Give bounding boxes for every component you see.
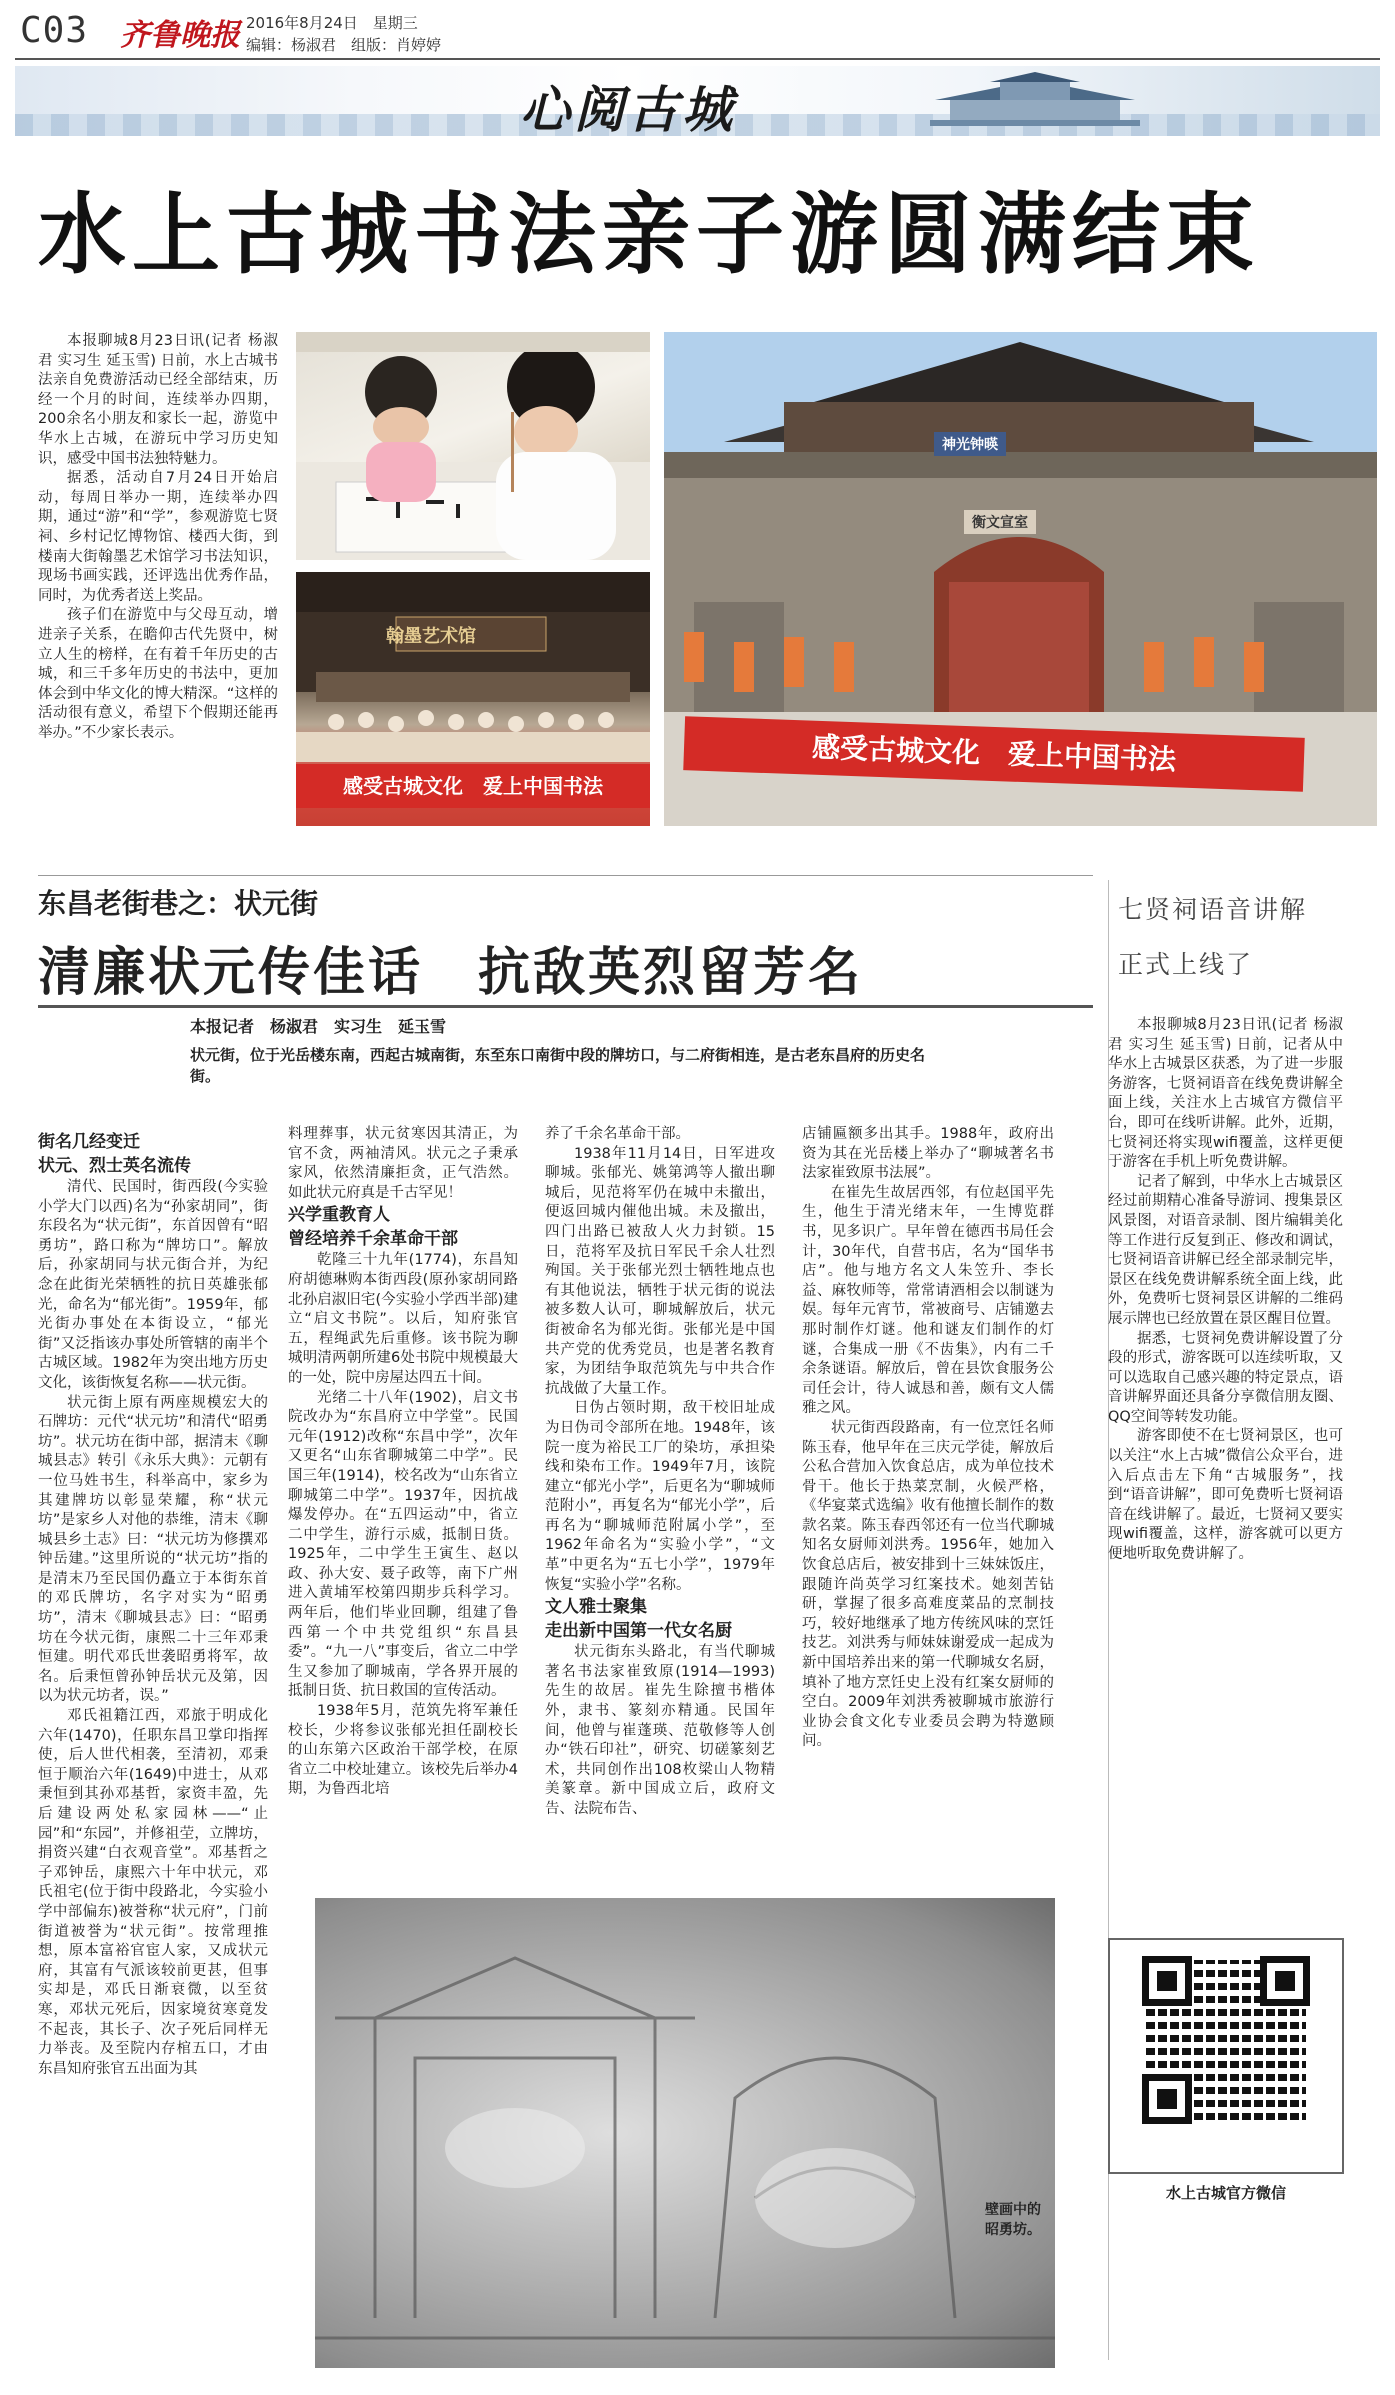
subhead: 走出新中国第一代女名厨 — [545, 1621, 732, 1642]
relief-carving — [315, 1898, 1055, 2368]
subhead: 兴学重教育人 — [288, 1205, 390, 1226]
qr-finder — [1142, 2074, 1192, 2124]
subhead: 街名几经变迁 — [38, 1132, 140, 1152]
photo2-red-banner: 感受古城文化 爱上中国书法 — [296, 764, 650, 808]
article-title: 清廉状元传佳话 抗敌英烈留芳名 — [38, 943, 864, 1003]
page-number: C03 — [20, 10, 89, 51]
article-paragraph: 料理葬事，状元贫寒因其清正，为官不贪，两袖清风。状元之子秉承家风，依然清廉拒贪，正气浩然。如此状元府真是千古罕见！ — [288, 1126, 518, 1201]
article-paragraph: 养了千余名革命干部。 — [545, 1126, 690, 1142]
calligraphy-scene — [296, 332, 650, 560]
gate-sign: 衡文宣室 — [964, 510, 1036, 534]
sidebar-article — [1108, 1016, 1343, 1565]
sidebar-paragraph: 记者了解到，中华水上古城景区经过前期精心准备导游词、搜集景区风景图，对语音录制、图片编辑美化等工作进行反复到正、修改和调试，七贤祠语音讲解已经全部录制完毕，景区在线免费讲解系统全面上线，此外，免费听七贤祠景区讲解的二维码展示牌也已经放置在景区醒目位置。 — [1108, 1173, 1343, 1327]
main-headline: 水上古城书法亲子游圆满结束 — [38, 183, 1261, 286]
article-byline: 本报记者 杨淑君 实习生 延玉雪 — [190, 1017, 447, 1036]
article-paragraph: 邓氏祖籍江西，邓旅于明成化六年(1470)，任职东昌卫掌印指挥使，后人世代相袭，至清初，邓秉恒于顺治六年(1649)中进士，从邓秉恒到其孙邓基哲，家资丰盈，先后建设两处私家园林——“止园”和“东园”，并修祖茔，立牌坊，捐资兴建“白衣观音堂”。邓基哲之子邓钟岳，康熙六十年中状元，邓氏祖宅(位于街中段路北，今实验小学中部偏东)被誉称“状元府”，门前街道被誉为“状元街”。按常理推想，原本富裕官宦人家，又成状元府，其富有气派该较前更甚，但事实却是，邓氏日渐衰微，以至贫寒，邓状元死后，因家境贫寒竟发不起丧，其长子、次子死后同样无力举丧。及至院内存棺五口，才由东昌知府张官五出面为其 — [38, 1708, 268, 2077]
lead-article — [38, 332, 278, 743]
subhead: 曾经培养千余革命干部 — [288, 1229, 458, 1250]
editor-line: 编辑：杨淑君 组版：肖婷婷 — [246, 36, 442, 54]
photo-group-at-gate — [664, 332, 1377, 826]
date-line: 2016年8月24日 星期三 — [246, 14, 418, 32]
article-paragraph: 1938年5月，范筑先将军兼任校长，少将参议张郁光担任副校长的山东第六区政治干部学校，在原省立二中校址建立。该校先后举办4期，为鲁西北培 — [288, 1703, 518, 1798]
article-paragraph: 1938年11月14日，日军进攻聊城。张郁光、姚第鸿等人撤出聊城后，见范将军仍在城中未撤出，便返回城内催他出城。未及撤出，四门出路已被敌人火力封锁。15日，范将军及抗日军民千余人壮烈殉国。关于张郁光烈士牺牲地点也有其他说法，牺牲于状元街的说法被多数人认可，聊城解放后，状元街被命名为郁光街。张郁光是中国共产党的优秀党员，也是著名教育家，为团结争取范筑先与中共合作抗战做了大量工作。 — [545, 1145, 775, 1397]
qr-finder — [1142, 1956, 1192, 2006]
sidebar-paragraph: 据悉，七贤祠免费讲解设置了分段的形式，游客既可以连续听取，又可以选取自己感兴趣的特定景点，语音讲解界面还具备分享微信朋友圈、QQ空间等转发功能。 — [1108, 1330, 1343, 1425]
article-lead: 状元街，位于光岳楼东南，西起古城南街，东至东口南街中段的牌坊口，与二府街相连，是古老东昌府的历史名街。 — [190, 1046, 926, 1085]
qr-finder — [1260, 1956, 1310, 2006]
header-rule — [15, 58, 1380, 60]
article-paragraph: 状元街东头路北，有当代聊城著名书法家崔致原(1914—1993)先生的故居。崔先生除擅书楷体外，隶书、篆刻亦精通。民国年间，他曾与崔蓬瑛、范敬修等人创办“铁石印社”，研究、切磋篆刻艺术，共同创作出108枚梁山人物精美篆章。新中国成立后，政府文告、法院布告、 — [545, 1644, 775, 1817]
lead-paragraph: 孩子们在游览中与父母互动，增进亲子关系，在瞻仰古代先贤中，树立人生的榜样，在有着千年历史的古城，和三千多年历史的书法中，更加体会到中华文化的博大精深。“这样的活动很有意义，希望下个假期还能再举办。”不少家长表示。 — [38, 607, 278, 741]
tower-sign: 神光钟暎 — [934, 432, 1006, 456]
article-paragraph: 乾隆三十九年(1774)，东昌知府胡德琳购本街西段(原孙家胡同路北孙启淑旧宅(今实验小学西半部)建立“启文书院”。以后，知府张官五，程绳武先后重修。该书院为聊城明清两朝所建6处书院中规模最大的一处，院中房屋达四五十间。 — [288, 1252, 518, 1386]
gallery-sign: 翰墨艺术馆 — [386, 626, 476, 647]
article-paragraph: 店铺匾额多出其手。1988年，政府出资为其在光岳楼上举办了“聊城著名书法家崔致原书法展”。 — [802, 1126, 1054, 1182]
section-divider — [38, 875, 1093, 876]
relief-mural-photo — [315, 1898, 1055, 2368]
masthead-logo: 齐鲁晚报 — [120, 18, 240, 53]
sidebar-paragraph: 本报聊城8月23日讯(记者 杨淑君 实习生 延玉雪) 日前，记者从中华水上古城景区获悉，为了进一步服务游客，七贤祠语音在线免费讲解全面上线，关注水上古城官方微信平台，即可在线听讲解。此外，近期，七贤祠还将实现wifi覆盖，这样更便于游客在手机上听免费讲解。 — [1108, 1017, 1343, 1171]
article-paragraph: 状元街上原有两座规模宏大的石牌坊：元代“状元坊”和清代“昭勇坊”。状元坊在街中部，据清末《聊城县志》转引《永乐大典》：元朝有一位马姓书生，科举高中，家乡为其建牌坊以彰显荣耀，称“状元坊”是家乡人对他的恭维，清末《聊城县乡土志》曰：“状元坊为修撰邓钟岳建。”这里所说的“状元坊”指的是清末乃至民国仍矗立于本街东首的邓氏牌坊，名字对实为“昭勇坊”，清末《聊城县志》曰：“昭勇坊在今状元街，康熙二十三年邓秉恒建。明代邓氏世袭昭勇将军，故名。后秉恒曾孙钟岳状元及第，因以为状元坊者，误。” — [38, 1394, 268, 1705]
photo-group-at-gallery — [296, 572, 650, 826]
photo-children-calligraphy — [296, 332, 650, 560]
sidebar-title-line2: 正式上线了 — [1118, 950, 1254, 979]
article-paragraph: 光绪二十八年(1902)，启文书院改办为“东昌府立中学堂”。民国元年(1912)改称“东昌中学”，次年又更名“山东省聊城第二中学”。民国三年(1914)，校名改为“山东省立聊城第二中学”。1937年，因抗战爆发停办。在“五四运动”中，省立二中学生，游行示威，抵制日货。1925年，二中学生王寅生、赵以政、孙大安、聂子政等，南下广州进入黄埔军校第四期步兵科学习。两年后，他们毕业回聊，组建了鲁西第一个中共党组织“东昌县委”。“九一八”事变后，省立二中学生又参加了聊城南，学各界开展的抵制日货、抗日救国的宣传活动。 — [288, 1389, 518, 1700]
lead-paragraph: 本报聊城8月23日讯(记者 杨淑君 实习生 延玉雪) 日前，水上古城书法亲自免费游活动已经全部结束，历经一个月的时间，连续举办四期，200余名小朋友和家长一起，游览中华水上古城，在游玩中学习历史知识，感受中国书法独特魅力。 — [38, 333, 278, 467]
lead-paragraph: 据悉，活动自7月24日开始启动，每周日举办一期，连续举办四期，通过“游”和“学”，参观游览七贤祠、乡村记忆博物馆、楼西大街，到楼南大街翰墨艺术馆学习书法知识，现场书画实践，还评选出优秀作品，同时，为优秀者送上奖品。 — [38, 470, 278, 604]
qr-label: 水上古城官方微信 — [1165, 2184, 1286, 2202]
article-column-3 — [545, 1125, 775, 1820]
relief-caption: 壁画中的昭勇坊。 — [985, 2202, 1041, 2238]
article-paragraph: 日伪占领时期，敌干校旧址成为日伪司令部所在地。1948年，该院一度为裕民工厂的染坊，承担染线和染布工作。1949年7月，该院建立“郁光小学”，后更名为“聊城师范附小”，再复名为“郁光小学”，后再名为“聊城师范附属小学”，至1962年命名为“实验小学”，“文革”中更名为“五七小学”，1979年恢复“实验小学”名称。 — [545, 1400, 775, 1593]
article-column-1 — [38, 1130, 268, 2079]
subhead: 状元、烈士英名流传 — [38, 1156, 191, 1176]
article-paragraph: 在崔先生故居西邻，有位赵国平先生，他生于清光绪末年，一生博览群书，见多识广。早年曾在德西书局任会计，30年代，自营书店，名为“国华书店”。他与地方名文人朱笠升、李长益、麻牧师等，常常请酒相会以制谜为娱。每年元宵节，常被商号、店铺邀去那时制作灯谜。他和谜友们制作的灯谜，合集成一册《不齿集》，内有二千余条谜语。解放后，曾在县饮食服务公司任会计，待人诚恳和善，颇有文人儒雅之风。 — [802, 1184, 1054, 1417]
sidebar-paragraph: 游客即使不在七贤祠景区，也可以关注“水上古城”微信公众平台，进入后点击左下角“古城服务”，找到“语音讲解”，即可免费听七贤祠语音在线讲解了。最近，七贤祠又要实现wifi覆盖，这样，游客就可以更方便地听取免费讲解了。 — [1108, 1428, 1343, 1563]
article-kicker: 东昌老街巷之：状元街 — [38, 887, 319, 920]
pavilion-illustration — [910, 70, 1160, 130]
qr-code[interactable] — [1108, 1938, 1344, 2174]
article-column-2 — [288, 1125, 518, 1800]
section-title: 心阅古城 — [520, 80, 736, 139]
sidebar-title-line1: 七贤祠语音讲解 — [1118, 895, 1308, 924]
article-column-4 — [802, 1125, 1054, 1752]
subhead: 文人雅士聚集 — [545, 1597, 647, 1618]
photo3-red-banner: 感受古城文化 爱上中国书法 — [683, 716, 1305, 792]
title-rule — [38, 1005, 1093, 1008]
article-paragraph: 清代、民国时，街西段(今实验小学大门以西)名为“孙家胡同”，街东段名为“状元街”，东首因曾有“昭勇坊”，路口称为“牌坊口”。解放后，孙家胡同与状元街合并，为纪念在此街光荣牺牲的抗日英雄张郁光，命名为“郁光街”。1959年，郁光街办事处在本街设立，“郁光街”又泛指该办事处所管辖的南半个古城区域。1982年为突出地方历史文化，该街恢复名称——状元街。 — [38, 1179, 268, 1391]
article-paragraph: 状元街西段路南，有一位烹饪名师陈玉春，他早年在三庆元学徒，解放后公私合营加入饮食总店，成为单位技术骨干。他长于热菜烹制，火候严格，《华宴菜式选编》收有他擅长制作的数款名菜。陈玉春西邻还有一位当代聊城知名女厨师刘洪秀。1956年，她加入饮食总店后，被安排到十三妹妹饭庄，跟随许尚英学习红案技术。她刻苦钻研，掌握了很多高难度菜品的烹制技巧，较好地继承了地方传统风味的烹饪技艺。刘洪秀与师妹妹谢爱成一起成为新中国培养出来的第一代聊城女名厨，填补了地方烹饪史上没有红案女厨师的空白。2009年刘洪秀被聊城市旅游行业协会食文化专业委员会聘为特邀顾问。 — [802, 1419, 1054, 1750]
